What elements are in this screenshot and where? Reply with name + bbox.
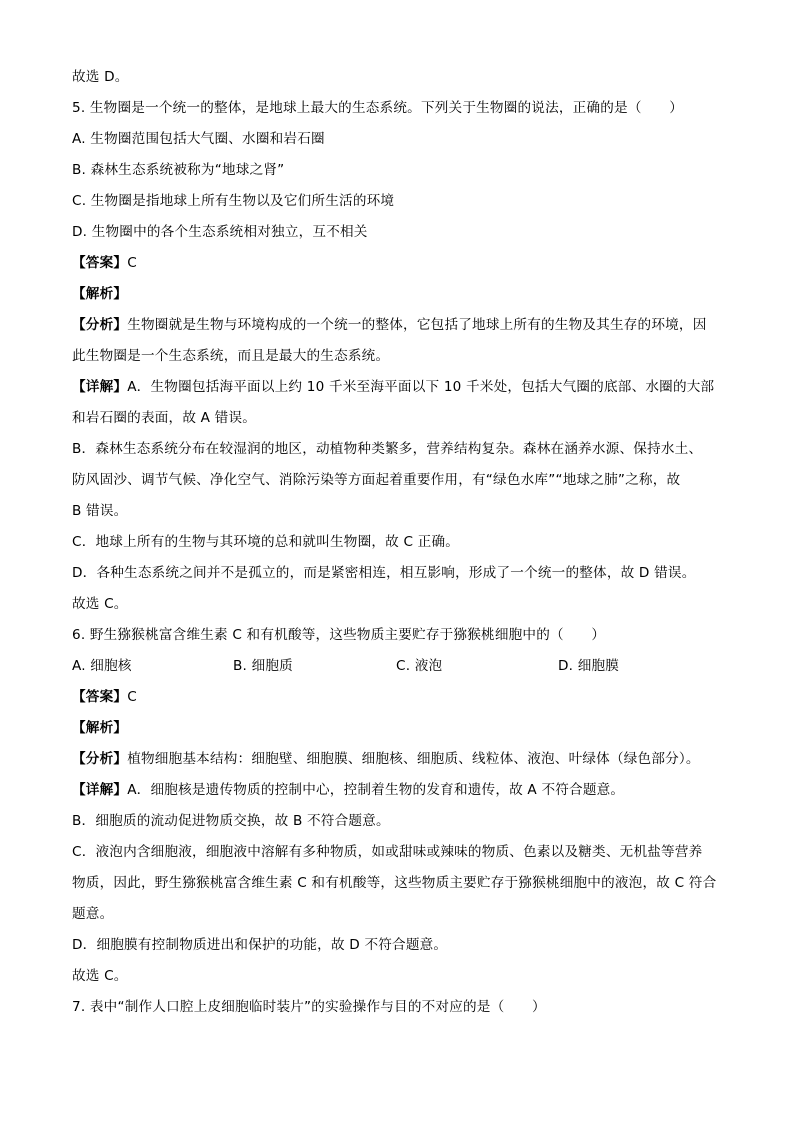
question-5-fenxi-2: 此生物圈是一个生态系统，而且是最大的生态系统。: [72, 348, 390, 364]
question-5-option-c: C. 生物圈是指地球上所有生物以及它们所生活的环境: [72, 193, 395, 209]
fenxi-text: 植物细胞基本结构：细胞壁、细胞膜、细胞核、细胞质、线粒体、液泡、叶绿体（绿色部分）。: [127, 751, 700, 767]
question-5-explain-b-3: B 错误。: [72, 503, 128, 519]
fenxi-tag: 【分析】: [72, 751, 128, 767]
answer-value: C: [127, 689, 137, 705]
fenxi-text: 生物圈就是生物与环境构成的一个统一的整体，它包括了地球上所有的生物及其生存的环境，因: [127, 317, 707, 333]
question-5-fenxi-1: [72, 310, 732, 341]
question-5-explain-b-2: 防风固沙、调节气候、净化空气、消除污染等方面起着重要作用，有“绿色水库”“地球之肺”之称，故: [72, 472, 681, 488]
answer-selection-prev: 故选 D。: [72, 69, 129, 85]
xiangjie-tag: 【详解】: [72, 782, 128, 798]
xiangjie-tag: 【详解】: [72, 379, 128, 395]
question-6-option-d: D. 细胞膜: [558, 658, 620, 674]
question-6-explain-c-3: 题意。: [72, 906, 114, 922]
question-5-stem: 5. 生物圈是一个统一的整体，是地球上最大的生态系统。下列关于生物圈的说法，正确的是（ ）: [72, 100, 684, 116]
question-5-option-d: D. 生物圈中的各个生态系统相对独立，互不相关: [72, 224, 368, 240]
question-6-answer: [72, 682, 732, 713]
xiangjie-text: A．细胞核是遗传物质的控制中心，控制着生物的发育和遗传，故 A 不符合题意。: [127, 782, 625, 798]
question-5-explain-b-1: B．森林生态系统分布在较湿润的地区，动植物种类繁多，营养结构复杂。森林在涵养水源、保持水土、: [72, 441, 703, 457]
answer-tag: 【答案】: [72, 255, 128, 271]
question-5-xiangjie-2: 和岩石圈的表面，故 A 错误。: [72, 410, 257, 426]
question-6-explain-b: B．细胞质的流动促进物质交换，故 B 不符合题意。: [72, 813, 390, 829]
question-5-explain-d: D．各种生态系统之间并不是孤立的，而是紧密相连，相互影响，形成了一个统一的整体，故 D 错误。: [72, 565, 696, 581]
answer-tag: 【答案】: [72, 689, 128, 705]
xiangjie-text: A．生物圈包括海平面以上约 10 千米至海平面以下 10 千米处，包括大气圈的底部、水圈的大部: [127, 379, 715, 395]
question-5-selection: 故选 C。: [72, 596, 128, 612]
question-6-selection: 故选 C。: [72, 968, 128, 984]
document-page: [72, 62, 732, 1023]
question-6-analysis-heading: 【解析】: [72, 720, 128, 736]
question-5-analysis-heading: 【解析】: [72, 286, 128, 302]
question-5-explain-c: C．地球上所有的生物与其环境的总和就叫生物圈，故 C 正确。: [72, 534, 460, 550]
question-6-xiangjie-1: [72, 775, 732, 806]
question-6-fenxi-1: [72, 744, 732, 775]
question-6-option-a: A. 细胞核: [72, 658, 132, 674]
question-6-stem: 6. 野生猕猴桃富含维生素 C 和有机酸等，这些物质主要贮存于猕猴桃细胞中的（ ）: [72, 627, 606, 643]
fenxi-tag: 【分析】: [72, 317, 128, 333]
question-5-option-b: B. 森林生态系统被称为“地球之肾”: [72, 162, 285, 178]
question-5-option-a: A. 生物圈范围包括大气圈、水圈和岩石圈: [72, 131, 325, 147]
question-6-options: [72, 651, 732, 682]
question-7-stem: 7. 表中“制作人口腔上皮细胞临时装片”的实验操作与目的不对应的是（ ）: [72, 999, 546, 1015]
question-6-explain-c-1: C．液泡内含细胞液，细胞液中溶解有多种物质，如或甜味或辣味的物质、色素以及糖类、无机盐等营养: [72, 844, 703, 860]
question-6-explain-d: D．细胞膜有控制物质进出和保护的功能，故 D 不符合题意。: [72, 937, 448, 953]
question-6-explain-c-2: 物质，因此，野生猕猴桃富含维生素 C 和有机酸等，这些物质主要贮存于猕猴桃细胞中的液泡，故 C 符合: [72, 875, 717, 891]
answer-value: C: [127, 255, 137, 271]
question-6-option-b: B. 细胞质: [233, 658, 293, 674]
question-5-xiangjie-1: [72, 372, 732, 403]
question-6-option-c: C. 液泡: [396, 658, 443, 674]
question-5-answer: [72, 248, 732, 279]
